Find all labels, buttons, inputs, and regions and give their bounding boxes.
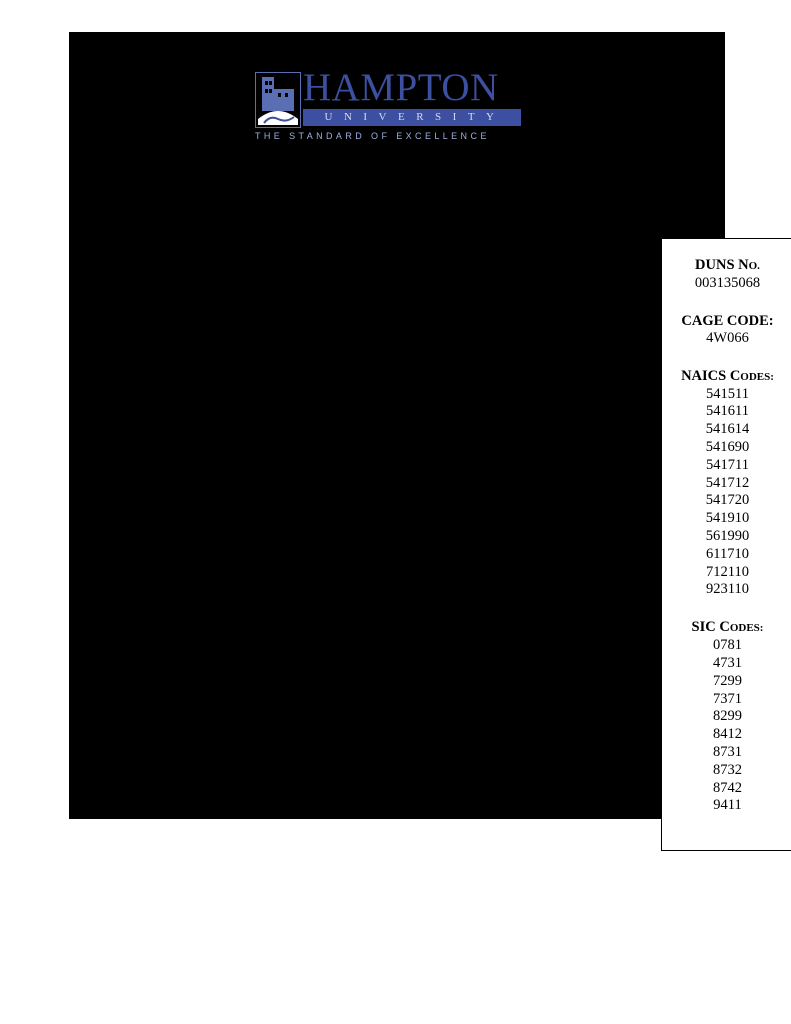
naics-code: 712110	[706, 563, 749, 580]
sic-code-list	[662, 637, 791, 815]
naics-code: 541712	[705, 474, 750, 491]
sic-code: 9411	[713, 797, 742, 814]
duns-number: 003135068	[694, 275, 761, 291]
sic-code: 0781	[713, 637, 742, 654]
naics-code-list	[662, 386, 791, 600]
sic-code: 8299	[713, 708, 742, 725]
naics-code: 541690	[705, 438, 750, 455]
cover-panel	[69, 32, 774, 819]
logo-subtitle: UNIVERSITY	[303, 109, 521, 126]
naics-code: 541614	[705, 421, 750, 438]
logo-tagline: THE STANDARD OF EXCELLENCE	[255, 131, 490, 141]
logo-wordmark: HAMPTON	[303, 66, 499, 109]
sic-code: 8412	[713, 726, 742, 743]
sic-heading: SIC CODES:	[691, 619, 764, 636]
cage-section	[662, 312, 791, 348]
sic-code: 8732	[713, 761, 742, 778]
naics-section	[662, 367, 791, 600]
contractor-codes-box	[661, 238, 791, 851]
naics-code: 541910	[705, 510, 750, 527]
sic-code: 8742	[713, 779, 742, 796]
naics-code: 541611	[706, 403, 749, 420]
hampton-university-logo	[255, 66, 521, 144]
naics-heading: NAICS CODES:	[681, 367, 774, 384]
duns-section	[662, 256, 791, 293]
cage-heading: CAGE CODE:	[681, 312, 774, 329]
sic-code: 7299	[713, 672, 742, 689]
naics-code: 541511	[706, 385, 749, 402]
naics-code: 923110	[706, 581, 749, 598]
duns-heading: DUNS NO.	[695, 257, 760, 273]
sic-code: 8731	[713, 743, 742, 760]
naics-code: 611710	[706, 545, 749, 562]
naics-code: 541720	[705, 492, 750, 509]
naics-code: 541711	[706, 456, 749, 473]
naics-code: 561990	[705, 527, 750, 544]
sic-code: 4731	[713, 654, 742, 671]
building-emblem-icon	[255, 72, 301, 128]
cage-code: 4W066	[706, 329, 749, 346]
sic-section	[662, 618, 791, 815]
sic-code: 7371	[713, 690, 742, 707]
